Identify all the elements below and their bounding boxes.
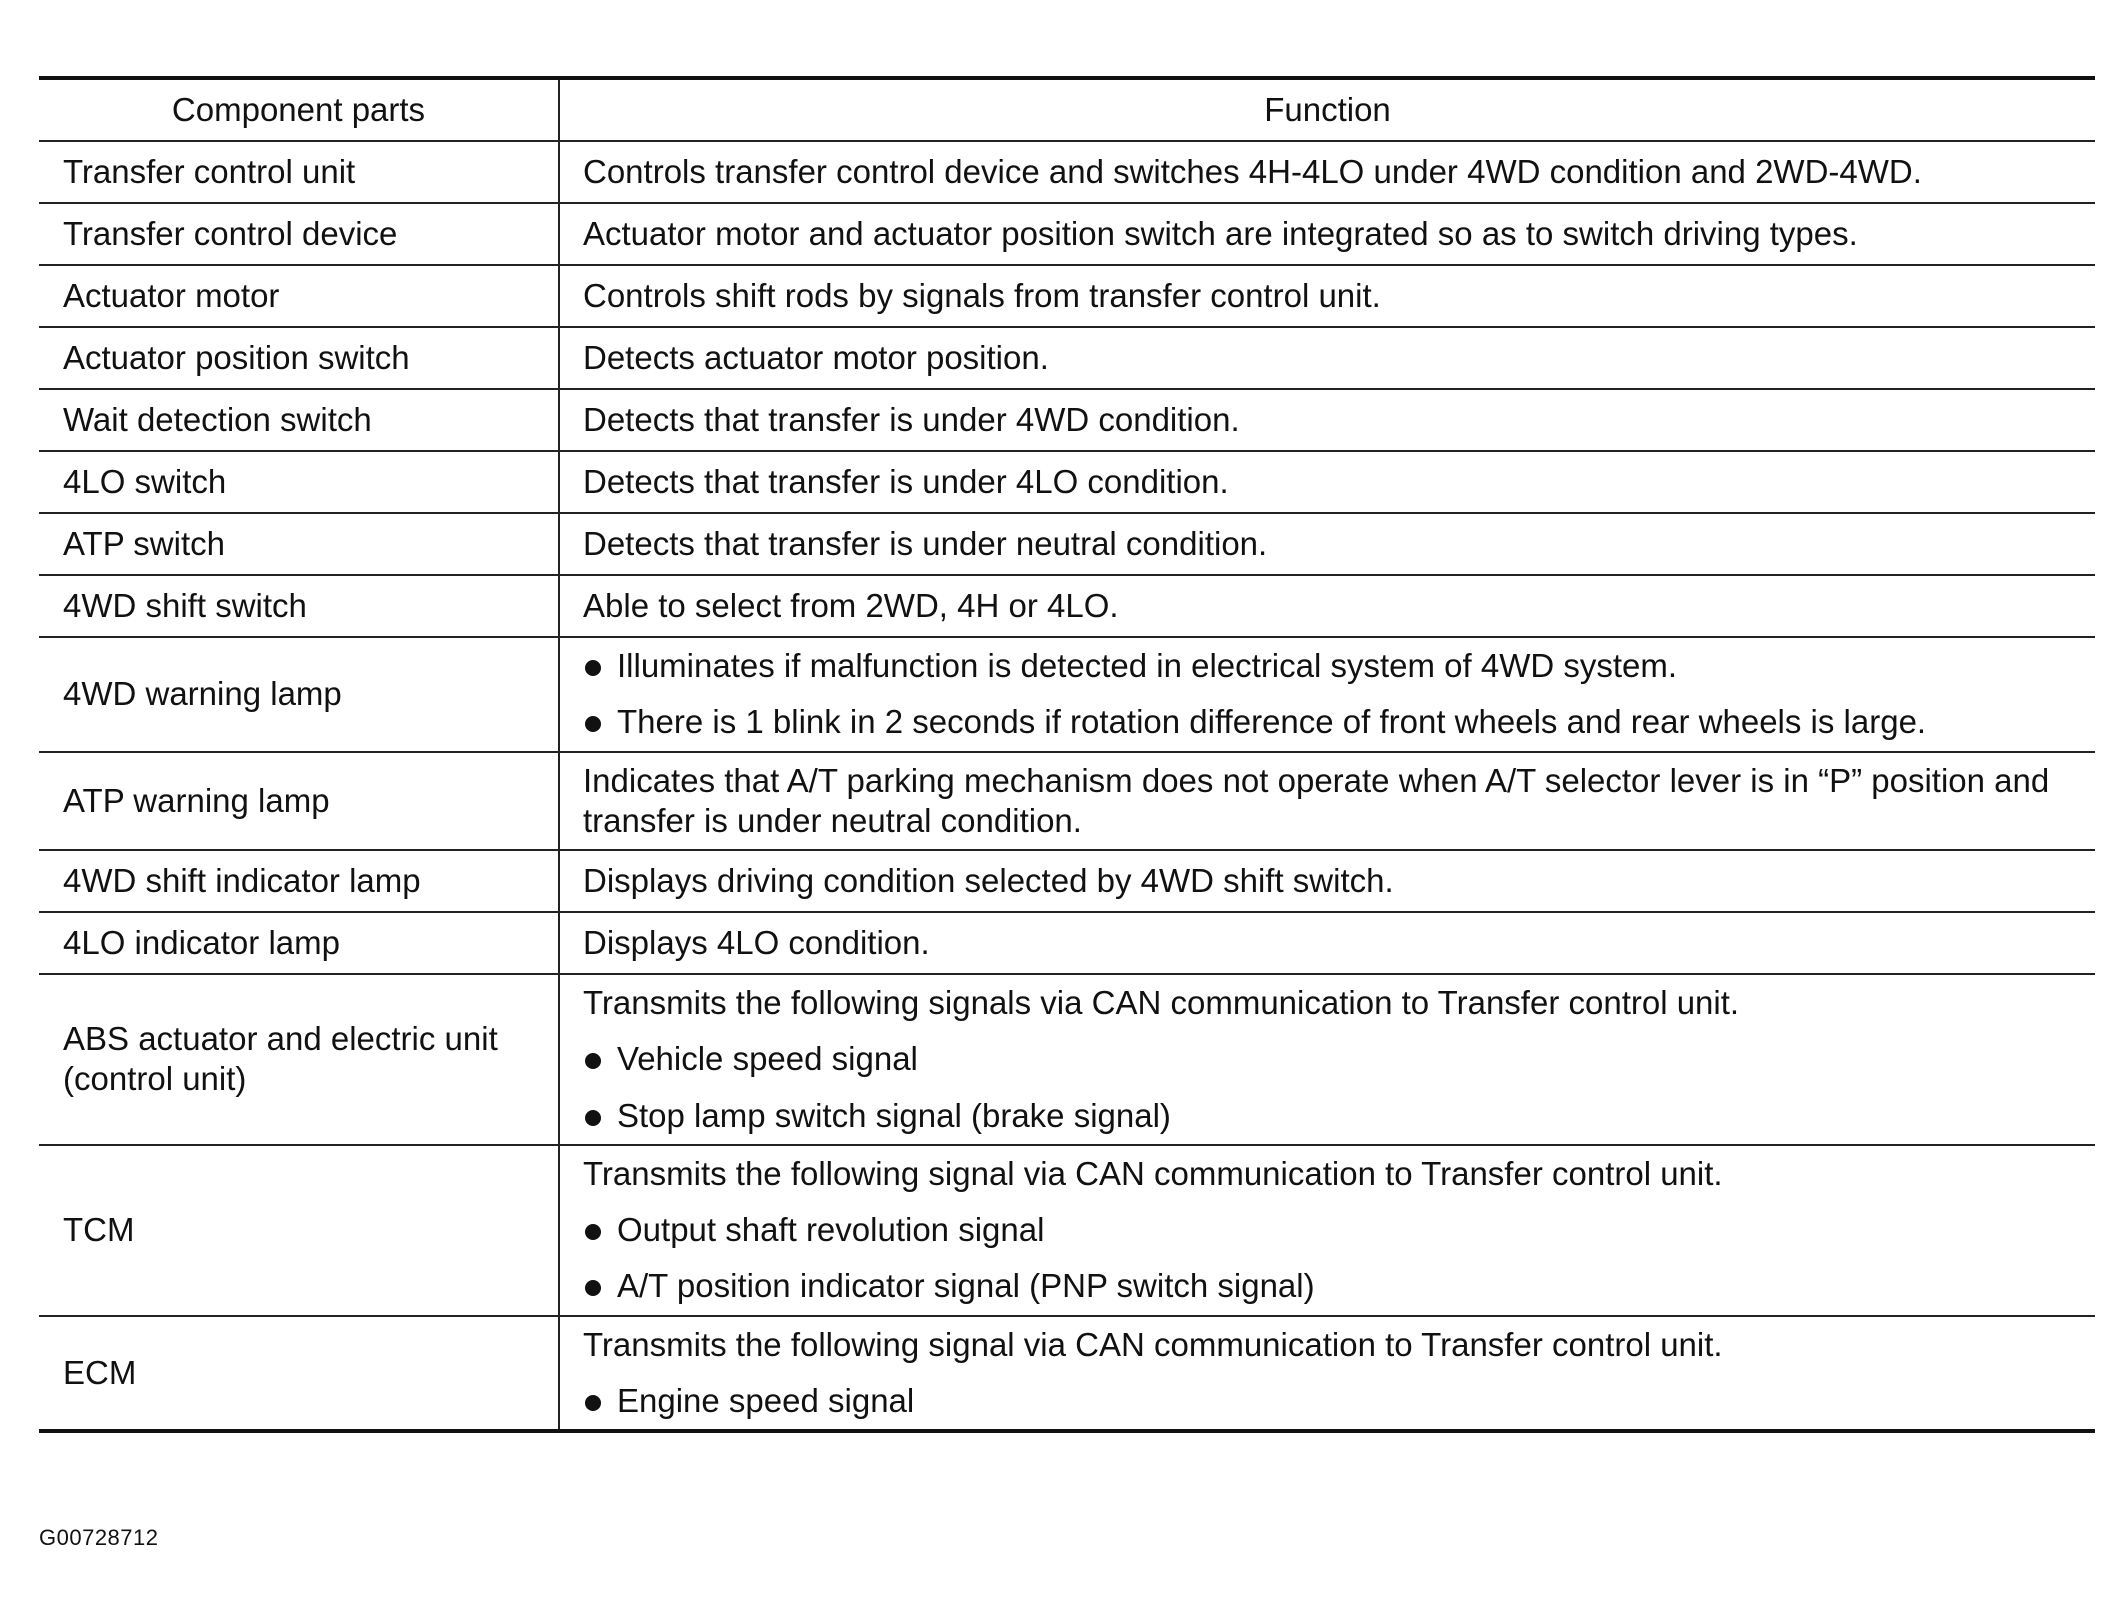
- function-cell: [559, 575, 2095, 637]
- function-text: Indicates that A/T parking mechanism does not operate when A/T selector lever is in “P” position and transfer is under neutral condition.: [583, 761, 2050, 839]
- function-text: Transmits the following signal via CAN communication to Transfer control unit.: [583, 1325, 1723, 1363]
- component-part-cell: Transfer control unit: [39, 141, 559, 203]
- function-cell: [559, 389, 2095, 451]
- function-cell: [559, 752, 2095, 851]
- component-part-cell: ECM: [39, 1316, 559, 1432]
- table-row: [39, 141, 2095, 203]
- function-text: Controls shift rods by signals from transfer control unit.: [583, 276, 1381, 314]
- function-cell: [559, 912, 2095, 974]
- table-row: [39, 451, 2095, 513]
- function-cell: [559, 637, 2095, 752]
- table-row: [39, 327, 2095, 389]
- function-bullet-item: Vehicle speed signal: [583, 1031, 2075, 1087]
- function-cell: [559, 850, 2095, 912]
- component-part-cell: Actuator motor: [39, 265, 559, 327]
- function-text: Detects that transfer is under 4WD condition.: [583, 400, 1240, 438]
- component-part-cell: Actuator position switch: [39, 327, 559, 389]
- function-bullet-item: A/T position indicator signal (PNP switch signal): [583, 1258, 2075, 1314]
- function-bullet-list: [583, 1373, 2075, 1429]
- function-cell: [559, 1145, 2095, 1316]
- table-row: [39, 752, 2095, 851]
- function-text: Detects that transfer is under 4LO condition.: [583, 462, 1229, 500]
- function-cell: [559, 451, 2095, 513]
- component-part-cell: ATP warning lamp: [39, 752, 559, 851]
- column-header-function: Function: [559, 78, 2095, 141]
- function-bullet-list: [583, 638, 2075, 751]
- component-part-cell: ABS actuator and electric unit (control unit): [39, 974, 559, 1145]
- function-text: Able to select from 2WD, 4H or 4LO.: [583, 586, 1119, 624]
- function-text: Detects that transfer is under neutral condition.: [583, 524, 1268, 562]
- table-row: [39, 1145, 2095, 1316]
- table-row: [39, 912, 2095, 974]
- component-part-cell: 4WD shift indicator lamp: [39, 850, 559, 912]
- function-cell: [559, 974, 2095, 1145]
- function-bullet-item: There is 1 blink in 2 seconds if rotation difference of front wheels and rear wheels is large.: [583, 694, 2075, 750]
- function-bullet-list: [583, 1202, 2075, 1315]
- table-row: [39, 513, 2095, 575]
- column-header-component-parts: Component parts: [39, 78, 559, 141]
- function-text: Controls transfer control device and switches 4H-4LO under 4WD condition and 2WD-4WD.: [583, 152, 1922, 190]
- component-part-cell: Transfer control device: [39, 203, 559, 265]
- function-text: Displays 4LO condition.: [583, 923, 930, 961]
- table-row: [39, 575, 2095, 637]
- function-cell: [559, 265, 2095, 327]
- table-row: [39, 850, 2095, 912]
- function-cell: [559, 141, 2095, 203]
- function-bullet-item: Stop lamp switch signal (brake signal): [583, 1088, 2075, 1144]
- table-row: [39, 265, 2095, 327]
- component-function-table: [39, 76, 2095, 1433]
- function-cell: [559, 1316, 2095, 1432]
- component-part-cell: 4LO switch: [39, 451, 559, 513]
- component-part-cell: 4WD warning lamp: [39, 637, 559, 752]
- component-part-cell: 4WD shift switch: [39, 575, 559, 637]
- component-part-cell: Wait detection switch: [39, 389, 559, 451]
- function-text: Displays driving condition selected by 4WD shift switch.: [583, 861, 1394, 899]
- function-cell: [559, 327, 2095, 389]
- table-row: [39, 1316, 2095, 1432]
- function-text: Detects actuator motor position.: [583, 338, 1049, 376]
- table-body: [39, 141, 2095, 1431]
- component-part-cell: TCM: [39, 1145, 559, 1316]
- function-bullet-item: Illuminates if malfunction is detected in electrical system of 4WD system.: [583, 638, 2075, 694]
- function-text: Transmits the following signal via CAN communication to Transfer control unit.: [583, 1154, 1723, 1192]
- table-row: [39, 974, 2095, 1145]
- function-cell: [559, 513, 2095, 575]
- function-bullet-item: Engine speed signal: [583, 1373, 2075, 1429]
- function-bullet-list: [583, 1031, 2075, 1144]
- function-text: Transmits the following signals via CAN communication to Transfer control unit.: [583, 984, 1740, 1021]
- table-row: [39, 203, 2095, 265]
- table-row: [39, 637, 2095, 752]
- function-cell: [559, 203, 2095, 265]
- component-part-cell: ATP switch: [39, 513, 559, 575]
- function-bullet-item: Output shaft revolution signal: [583, 1202, 2075, 1258]
- function-text: Actuator motor and actuator position switch are integrated so as to switch driving types.: [583, 214, 1858, 252]
- component-part-cell: 4LO indicator lamp: [39, 912, 559, 974]
- table-header-row: [39, 78, 2095, 141]
- table-row: [39, 389, 2095, 451]
- figure-id: G00728712: [39, 1525, 159, 1550]
